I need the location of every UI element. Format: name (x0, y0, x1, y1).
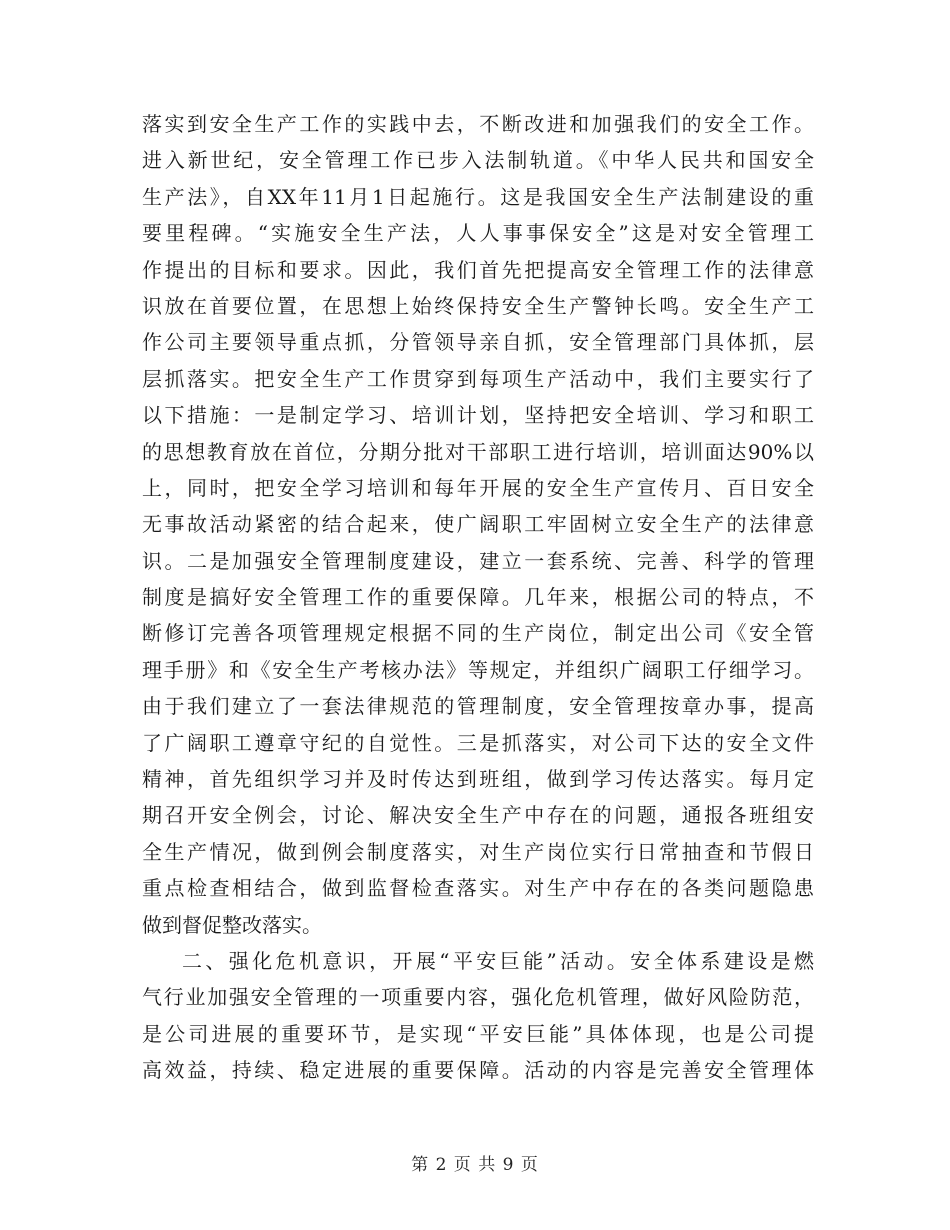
text-line: 断修订完善各项管理规定根据不同的生产岗位，制定出公司《安全管 (142, 621, 814, 646)
text-line: 二、强化危机意识，开展“平安巨能”活动。安全体系建设是燃 (182, 948, 814, 973)
text-line: 上，同时，把安全学习培训和每年开展的安全生产宣传月、百日安全 (142, 475, 814, 500)
text-line: 高效益，持续、稳定进展的重要保障。活动的内容是完善安全管理体 (142, 1058, 814, 1083)
text-line: 精神，首先组织学习并及时传达到班组，做到学习传达落实。每月定 (142, 767, 814, 792)
text-line: 理手册》和《安全生产考核办法》等规定，并组织广阔职工仔细学习。 (142, 657, 814, 682)
text-line: 要里程碑。“实施安全生产法，人人事事保安全”这是对安全管理工 (142, 221, 814, 246)
text-line: 全生产情况，做到例会制度落实，对生产岗位实行日常抽查和节假日 (142, 839, 814, 864)
text-line: 气行业加强安全管理的一项重要内容，强化危机管理，做好风险防范， (142, 985, 814, 1010)
text-line: 无事故活动紧密的结合起来，使广阔职工牢固树立安全生产的法律意 (142, 512, 814, 537)
text-line: 作公司主要领导重点抓，分管领导亲自抓，安全管理部门具体抓，层 (142, 330, 814, 355)
text-line: 由于我们建立了一套法律规范的管理制度，安全管理按章办事，提高 (142, 694, 814, 719)
body-text (142, 106, 814, 1089)
text-line: 重点检查相结合，做到监督检查落实。对生产中存在的各类问题隐患 (142, 876, 814, 901)
text-line: 生产法》，自XX年11月1日起施行。这是我国安全生产法制建设的重 (142, 184, 814, 209)
text-line: 是公司进展的重要环节，是实现“平安巨能”具体体现，也是公司提 (142, 1021, 814, 1046)
text-line: 落实到安全生产工作的实践中去，不断改进和加强我们的安全工作。 (142, 112, 814, 136)
text-line: 进入新世纪，安全管理工作已步入法制轨道。《中华人民共和国安全 (142, 148, 814, 173)
page-footer: 第 2 页 共 9 页 (411, 1155, 539, 1175)
text-line: 了广阔职工遵章守纪的自觉性。三是抓落实，对公司下达的安全文件 (142, 730, 814, 755)
text-line: 期召开安全例会，讨论、解决安全生产中存在的问题，通报各班组安 (142, 803, 814, 828)
text-line: 识放在首要位置，在思想上始终保持安全生产警钟长鸣。安全生产工 (142, 293, 814, 318)
text-line: 以下措施：一是制定学习、培训计划，坚持把安全培训、学习和职工 (142, 403, 814, 428)
text-line: 层抓落实。把安全生产工作贯穿到每项生产活动中，我们主要实行了 (142, 366, 814, 391)
text-line: 作提出的目标和要求。因此，我们首先把提高安全管理工作的法律意 (142, 257, 814, 282)
text-line: 的思想教育放在首位，分期分批对干部职工进行培训，培训面达90%以 (142, 439, 814, 464)
text-line: 做到督促整改落实。 (142, 912, 322, 937)
text-line: 制度是搞好安全管理工作的重要保障。几年来，根据公司的特点，不 (142, 585, 814, 610)
text-line: 识。二是加强安全管理制度建设，建立一套系统、完善、科学的管理 (142, 548, 814, 573)
